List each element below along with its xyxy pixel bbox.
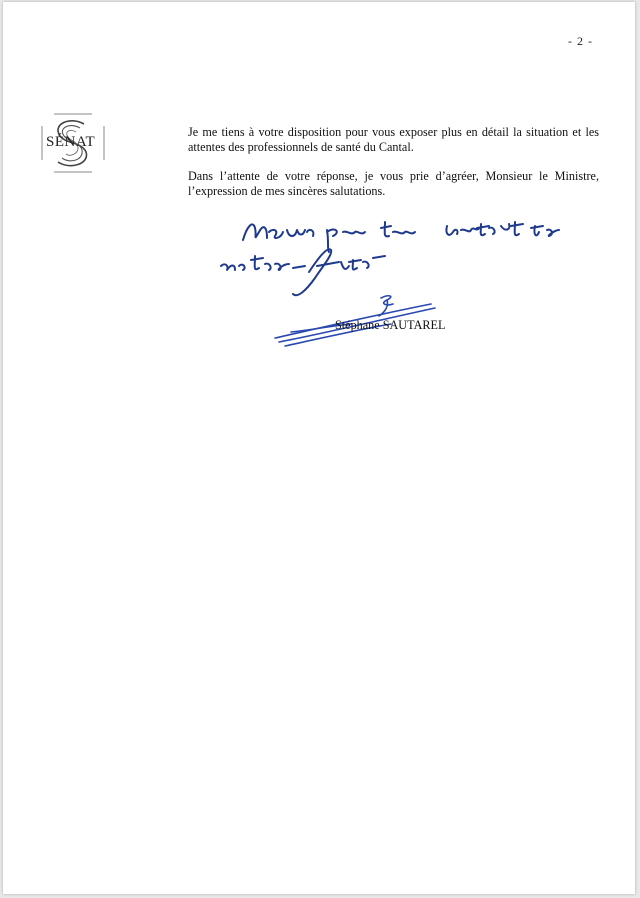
senat-logo — [40, 112, 106, 174]
letter-body — [188, 125, 599, 213]
page-number: - 2 - — [568, 34, 593, 48]
signer-name: Stéphane SAUTAREL — [335, 318, 446, 332]
paragraph-disposition: Je me tiens à votre disposition pour vous exposer plus en détail la situation et les attentes des professionnels de santé du Cantal. — [188, 125, 599, 154]
paragraph-closing: Dans l’attente de votre réponse, je vous prie d’agréer, Monsieur le Ministre, l’expression de mes sincères salutations. — [188, 169, 599, 198]
document-page — [3, 2, 635, 894]
logo-text: SÉNAT — [46, 134, 96, 150]
